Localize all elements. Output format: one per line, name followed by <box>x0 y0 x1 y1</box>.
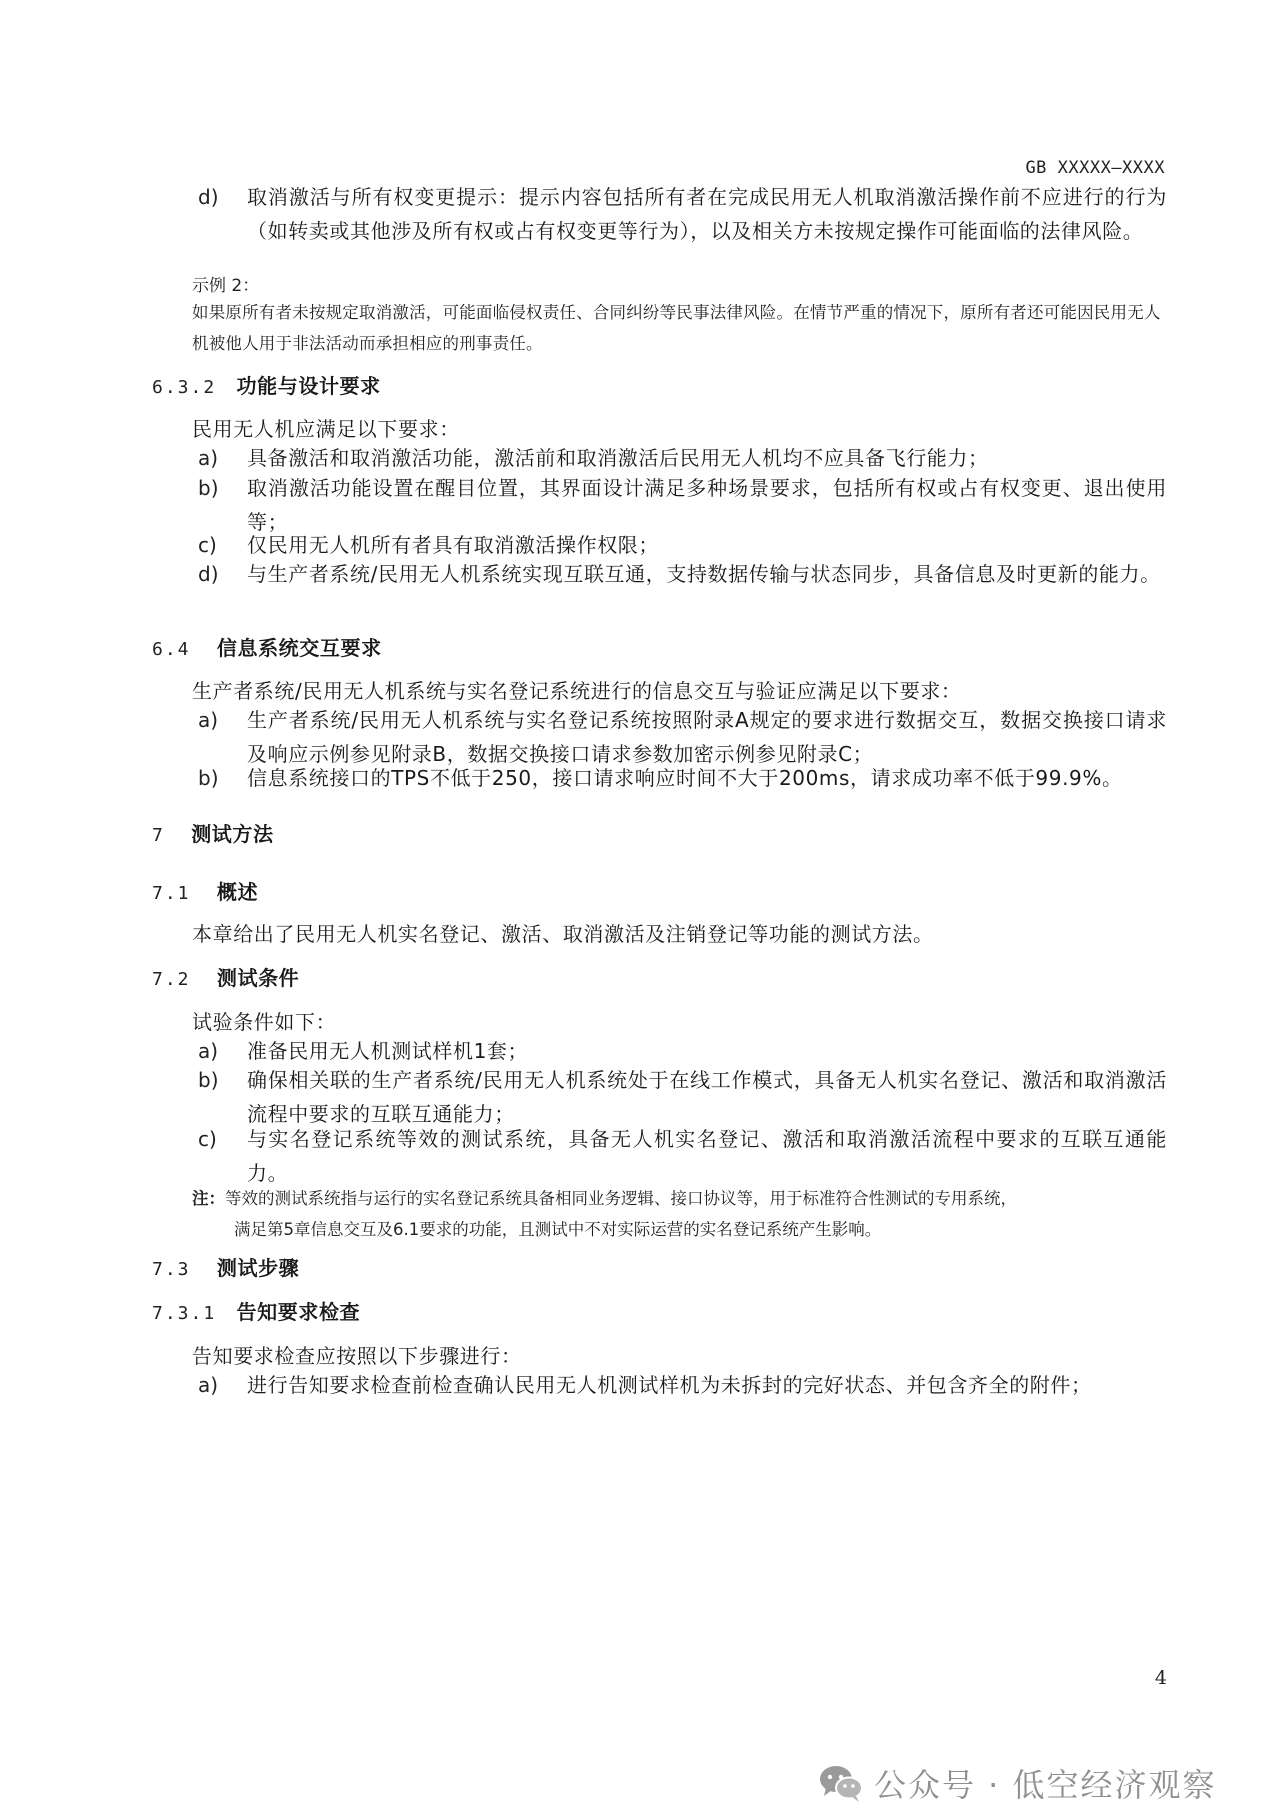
section-title: 测试条件 <box>216 966 300 990</box>
list-item <box>192 1122 1167 1190</box>
page-number: 4 <box>1154 1667 1167 1689</box>
section-number: 7.3 <box>152 1259 191 1280</box>
section-number: 6.3.2 <box>152 377 217 398</box>
section-title: 功能与设计要求 <box>236 374 381 398</box>
section-heading-7-3-1 <box>152 1296 360 1330</box>
paragraph: 民用无人机应满足以下要求： <box>192 417 460 441</box>
watermark-text: 公众号 · 低空经济观察 <box>874 1766 1217 1804</box>
item-text: 进行告知要求检查前检查确认民用无人机测试样机为未拆封的完好状态、并包含齐全的附件； <box>247 1373 1092 1397</box>
list-item <box>192 761 1167 795</box>
list-item <box>192 1063 1167 1131</box>
chapter-heading-7 <box>152 818 274 852</box>
watermark <box>818 1758 1217 1808</box>
standard-code: GB XXXXX—XXXX <box>1025 158 1165 178</box>
example-text: 如果原所有者未按规定取消激活，可能面临侵权责任、合同纠纷等民事法律风险。在情节严重的情况下，原所有者还可能因民用无人机被他人用于非法活动而承担相应的刑事责任。 <box>192 303 1161 353</box>
paragraph: 生产者系统/民用无人机系统与实名登记系统进行的信息交互与验证应满足以下要求： <box>192 679 962 703</box>
section-heading-7-1 <box>152 876 258 910</box>
item-marker: c) <box>198 1127 217 1151</box>
item-text: 与生产者系统/民用无人机系统实现互联互通，支持数据传输与状态同步，具备信息及时更新的能力。 <box>247 562 1161 586</box>
paragraph: 试验条件如下： <box>192 1010 337 1034</box>
item-text: 仅民用无人机所有者具有取消激活操作权限； <box>247 533 659 557</box>
note-text: 等效的测试系统指与运行的实名登记系统具备相同业务逻辑、接口协议等，用于标准符合性测试的专用系统， <box>225 1189 1017 1208</box>
item-text: 确保相关联的生产者系统/民用无人机系统处于在线工作模式，具备无人机实名登记、激活和取消激活流程中要求的互联互通能力； <box>247 1068 1167 1126</box>
section-number: 7.3.1 <box>152 1303 217 1324</box>
item-marker: b) <box>198 1068 219 1092</box>
section-heading-7-2 <box>152 962 299 996</box>
wechat-icon <box>818 1763 864 1803</box>
item-marker: a) <box>198 1373 219 1397</box>
item-marker: a) <box>198 708 219 732</box>
item-marker: a) <box>198 446 219 470</box>
note <box>192 1183 1167 1245</box>
item-marker: b) <box>198 476 219 500</box>
paragraph: 告知要求检查应按照以下步骤进行： <box>192 1344 522 1368</box>
item-marker: c) <box>198 533 217 557</box>
item-marker: d) <box>198 562 219 586</box>
list-item <box>192 441 1167 475</box>
item-text: 具备激活和取消激活功能，激活前和取消激活后民用无人机均不应具备飞行能力； <box>247 446 989 470</box>
list-item <box>192 180 1167 248</box>
item-marker: a) <box>198 1039 219 1063</box>
list-item <box>192 1368 1167 1402</box>
note-text-continued: 满足第5章信息交互及6.1要求的功能，且测试中不对实际运营的实名登记系统产生影响。 <box>234 1220 882 1239</box>
section-title: 测试步骤 <box>216 1256 300 1280</box>
paragraph: 本章给出了民用无人机实名登记、激活、取消激活及注销登记等功能的测试方法。 <box>192 922 934 946</box>
section-title: 概述 <box>216 880 259 904</box>
section-heading-7-3 <box>152 1252 299 1286</box>
section-number: 7.1 <box>152 883 191 904</box>
section-title: 测试方法 <box>191 822 274 846</box>
list-item <box>192 557 1167 591</box>
item-marker: d) <box>198 185 219 209</box>
section-heading-6-3-2 <box>152 370 381 404</box>
item-text: 取消激活与所有权变更提示：提示内容包括所有者在完成民用无人机取消激活操作前不应进行的行为（如转卖或其他涉及所有权或占有权变更等行为），以及相关方未按规定操作可能面临的法律风险。 <box>247 185 1167 243</box>
item-text: 准备民用无人机测试样机1套； <box>247 1039 529 1063</box>
item-text: 取消激活功能设置在醒目位置，其界面设计满足多种场景要求，包括所有权或占有权变更、退出使用等； <box>247 476 1167 534</box>
section-number: 7.2 <box>152 969 191 990</box>
item-text: 与实名登记系统等效的测试系统，具备无人机实名登记、激活和取消激活流程中要求的互联互通能力。 <box>247 1127 1167 1185</box>
item-text: 信息系统接口的TPS不低于250，接口请求响应时间不大于200ms，请求成功率不低于99.9%。 <box>247 766 1123 790</box>
section-title: 信息系统交互要求 <box>216 636 382 660</box>
section-heading-6-4 <box>152 632 382 666</box>
section-number: 6.4 <box>152 639 191 660</box>
item-marker: b) <box>198 766 219 790</box>
item-text: 生产者系统/民用无人机系统与实名登记系统按照附录A规定的要求进行数据交互，数据交换接口请求及响应示例参见附录B，数据交换接口请求参数加密示例参见附录C； <box>247 708 1167 766</box>
example-label: 示例 2： <box>192 276 260 296</box>
section-title: 告知要求检查 <box>236 1300 361 1324</box>
note-label: 注： <box>192 1189 225 1208</box>
section-number: 7 <box>152 825 165 846</box>
